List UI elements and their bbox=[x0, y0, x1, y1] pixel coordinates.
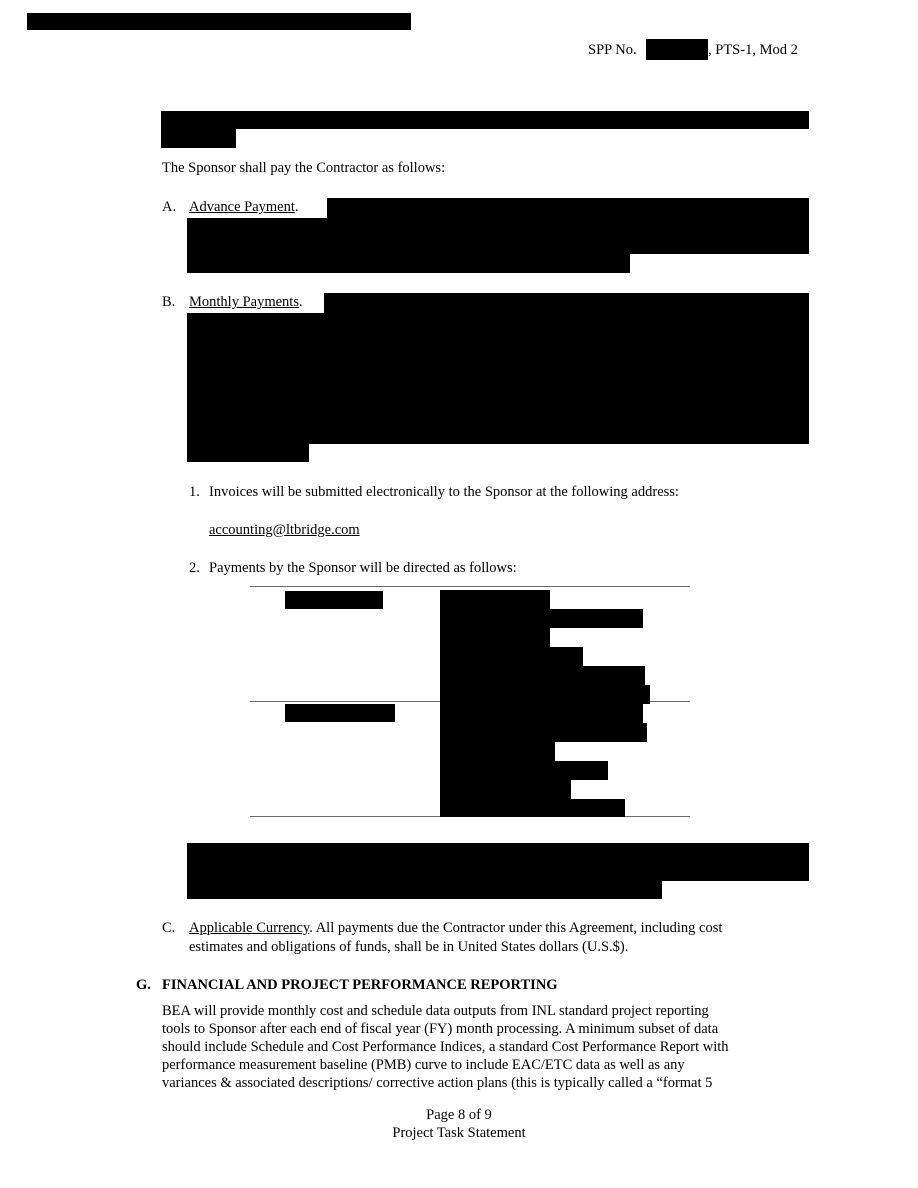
redaction-heading bbox=[161, 111, 809, 129]
redaction-table-line-6 bbox=[440, 685, 650, 704]
redaction-section-b-1 bbox=[324, 293, 809, 313]
section-c-text-1: . All payments due the Contractor under this Agreement, including cost bbox=[309, 920, 723, 936]
redaction-section-b-2 bbox=[187, 313, 809, 444]
intro-text: The Sponsor shall pay the Contractor as follows: bbox=[162, 160, 446, 176]
redaction-table-line-8 bbox=[440, 723, 647, 742]
section-a-title bbox=[189, 198, 299, 216]
redaction-table-line-4 bbox=[440, 647, 583, 666]
section-b-punct: . bbox=[298, 294, 303, 310]
item-1-text: Invoices will be submitted electronically to the Sponsor at the following address: bbox=[209, 484, 679, 500]
section-c-line-1 bbox=[189, 919, 722, 937]
redaction-heading-tail bbox=[161, 129, 236, 148]
section-g-heading: FINANCIAL AND PROJECT PERFORMANCE REPORTING bbox=[162, 977, 558, 993]
item-2-text: Payments by the Sponsor will be directed as follows: bbox=[209, 560, 517, 576]
header-spp-suffix: , PTS-1, Mod 2 bbox=[708, 42, 798, 58]
table-rule-top bbox=[250, 586, 690, 587]
redaction-bar-top bbox=[27, 13, 411, 30]
section-a-punct: . bbox=[294, 199, 299, 215]
section-b-title bbox=[189, 293, 303, 311]
redaction-table-line-11 bbox=[440, 780, 571, 799]
section-a-title-text: Advance Payment bbox=[189, 199, 295, 215]
redaction-section-a-2 bbox=[187, 218, 809, 254]
redaction-table-line-7 bbox=[440, 704, 643, 723]
section-c-title: Applicable Currency bbox=[189, 920, 310, 936]
footer-page-number: Page 8 of 9 bbox=[426, 1107, 492, 1123]
redaction-after-table-1 bbox=[187, 843, 809, 881]
redaction-table-line-5 bbox=[440, 666, 645, 685]
section-g-line-4: performance measurement baseline (PMB) curve to include EAC/ETC data as well as any bbox=[162, 1057, 685, 1073]
section-c-line-2: estimates and obligations of funds, shall be in United States dollars (U.S.$). bbox=[189, 939, 629, 955]
redaction-table-line-12 bbox=[440, 799, 625, 817]
section-g-line-3: should include Schedule and Cost Performance Indices, a standard Cost Performance Report with bbox=[162, 1039, 729, 1055]
section-c-letter: C. bbox=[162, 920, 176, 936]
redaction-table-line-9 bbox=[440, 742, 555, 761]
invoice-email-link[interactable]: accounting@ltbridge.com bbox=[209, 522, 360, 538]
footer-document-title: Project Task Statement bbox=[392, 1125, 526, 1141]
section-b-letter: B. bbox=[162, 294, 176, 310]
redaction-table-line-10 bbox=[440, 761, 608, 780]
section-g-letter: G. bbox=[136, 977, 151, 993]
redaction-table-line-2 bbox=[440, 609, 643, 628]
section-g-line-5: variances & associated descriptions/ corrective action plans (this is typically called a “format 5 bbox=[162, 1075, 713, 1091]
redaction-table-line-1 bbox=[440, 590, 509, 609]
redaction-section-a-3 bbox=[187, 254, 630, 273]
redaction-section-a-1 bbox=[327, 198, 809, 218]
item-2-number: 2. bbox=[189, 560, 200, 576]
redaction-section-b-3 bbox=[187, 444, 309, 462]
redaction-spp-number bbox=[646, 39, 708, 60]
redaction-table-label-2 bbox=[285, 704, 395, 722]
section-g-line-2: tools to Sponsor after each end of fiscal year (FY) month processing. A minimum subset of data bbox=[162, 1021, 719, 1037]
section-a-letter: A. bbox=[162, 199, 177, 215]
section-g-line-1: BEA will provide monthly cost and schedule data outputs from INL standard project reporting bbox=[162, 1003, 709, 1019]
redaction-table-label-1 bbox=[285, 591, 383, 609]
redaction-after-table-2 bbox=[187, 881, 662, 899]
header-spp-prefix: SPP No. bbox=[588, 42, 637, 58]
section-b-title-text: Monthly Payments bbox=[189, 294, 299, 310]
item-1-number: 1. bbox=[189, 484, 200, 500]
